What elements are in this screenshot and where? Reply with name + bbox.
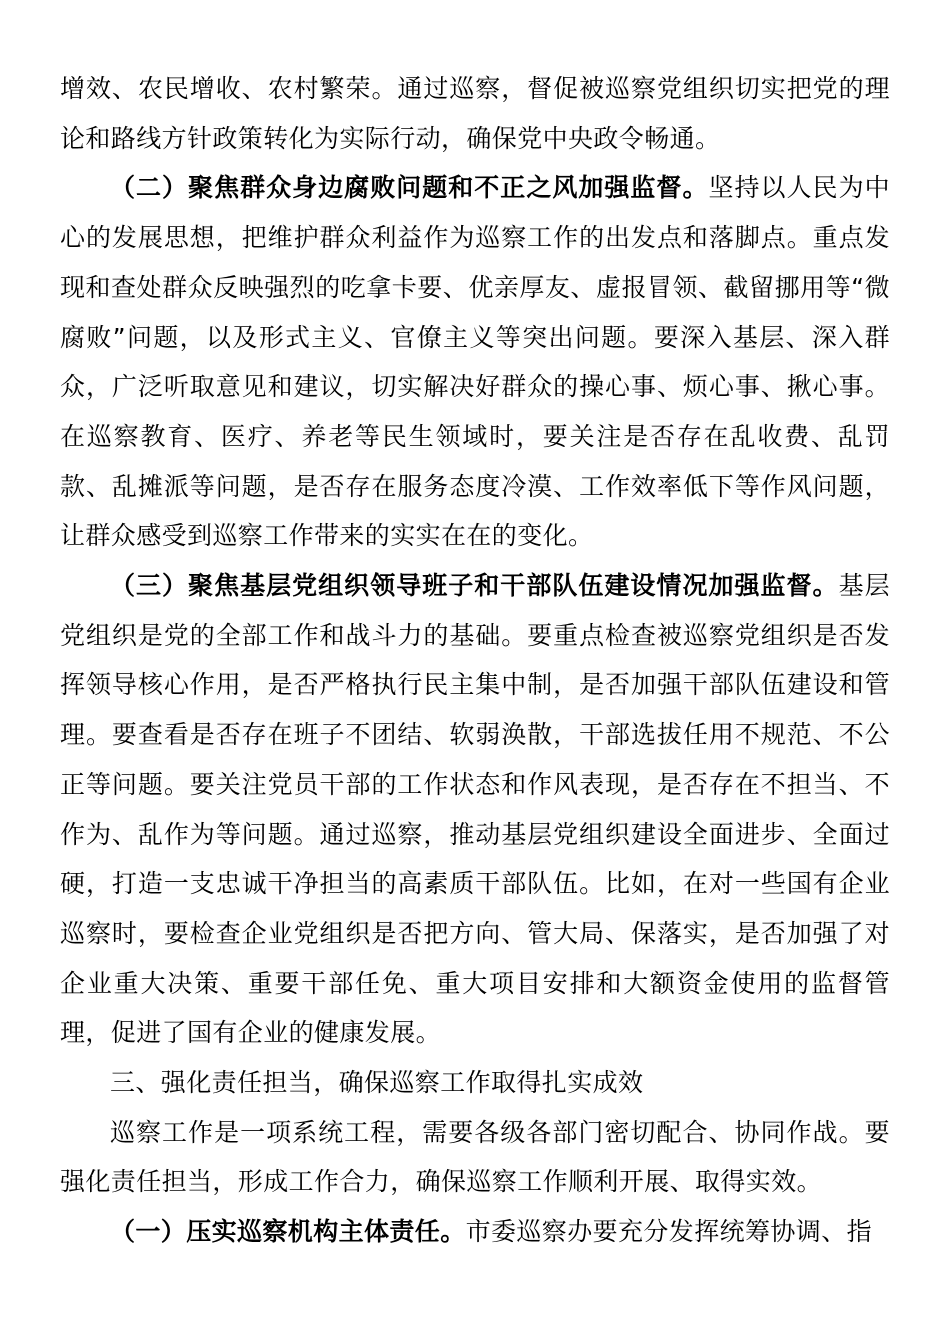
paragraph-text: 基层党组织是党的全部工作和战斗力的基础。要重点检查被巡察党组织是否发挥领导核心作用，是否严格执行民主集中制，是否加强干部队伍建设和管理。要查看是否存在班子不团结、软弱涣散，干部选拔任用不规范、不公正等问题。要关注党员干部的工作状态和作风表现，是否存在不担当、不作为、乱作为等问题。通过巡察，推动基层党组织建设全面进步、全面过硬，打造一支忠诚干净担当的高素质干部队伍。比如，在对一些国有企业巡察时，要检查企业党组织是否把方向、管大局、保落实，是否加强了对企业重大决策、重要干部任免、重大项目安排和大额资金使用的监督管理，促进了国有企业的健康发展。: [60, 571, 890, 1048]
paragraph-section-2-3: [60, 561, 890, 1058]
paragraph-section-3-intro: [60, 1108, 890, 1207]
paragraph-text: 市委巡察办要充分发挥统筹协调、指: [465, 1217, 873, 1247]
paragraph-lead: （二）聚焦群众身边腐败问题和不正之风加强监督。: [110, 173, 709, 203]
section-heading: 三、强化责任担当，确保巡察工作取得扎实成效: [110, 1068, 644, 1098]
paragraph-text: 巡察工作是一项系统工程，需要各级各部门密切配合、协同作战。要强化责任担当，形成工作合力，确保巡察工作顺利开展、取得实效。: [60, 1117, 890, 1197]
paragraph-text: 坚持以人民为中心的发展思想，把维护群众利益作为巡察工作的出发点和落脚点。重点发现和查处群众反映强烈的吃拿卡要、优亲厚友、虚报冒领、截留挪用等“微腐败”问题，以及形式主义、官僚主义等突出问题。要深入基层、深入群众，广泛听取意见和建议，切实解决好群众的操心事、烦心事、揪心事。在巡察教育、医疗、养老等民生领域时，要关注是否存在乱收费、乱罚款、乱摊派等问题，是否存在服务态度冷漠、工作效率低下等作风问题，让群众感受到巡察工作带来的实实在在的变化。: [60, 173, 890, 551]
paragraph-text: 增效、农民增收、农村繁荣。通过巡察，督促被巡察党组织切实把党的理论和路线方针政策转化为实际行动，确保党中央政令畅通。: [60, 74, 890, 153]
paragraph-section-2-2: [60, 163, 890, 561]
paragraph-continuation: [60, 64, 890, 163]
paragraph-lead: （一）压实巡察机构主体责任。: [110, 1217, 466, 1247]
paragraph-section-3-1: [60, 1207, 890, 1257]
paragraph-lead: （三）聚焦基层党组织领导班子和干部队伍建设情况加强监督。: [110, 571, 839, 601]
